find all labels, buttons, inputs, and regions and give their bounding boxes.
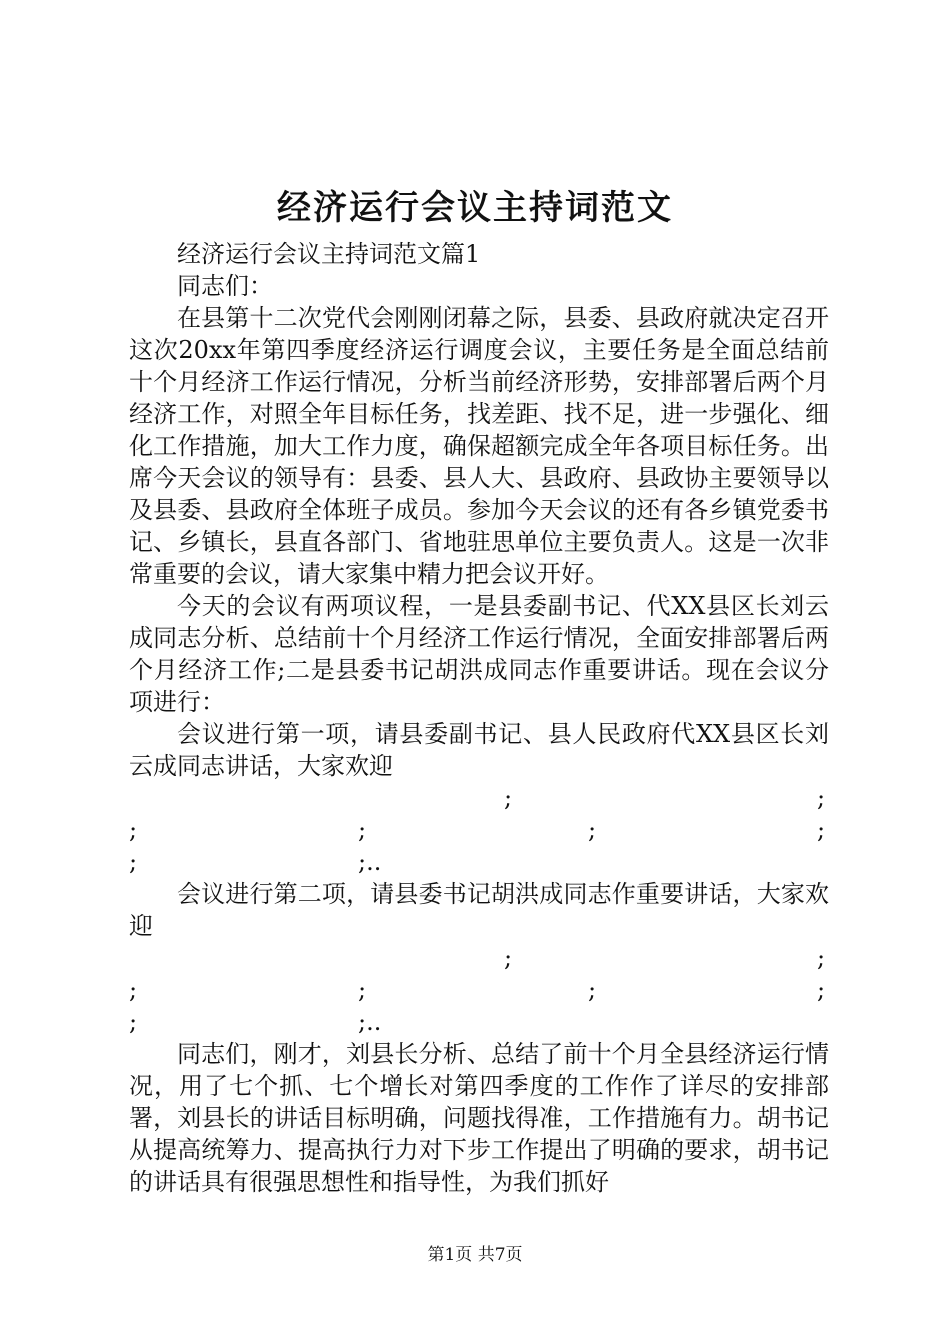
separator-mark: ;: [817, 944, 826, 972]
separator-end-mark: ;..: [358, 848, 382, 876]
separator-mark: ;: [817, 816, 826, 844]
separator-mark: ;: [129, 1008, 138, 1036]
separator-mark: ;: [129, 976, 138, 1004]
separator-mark: ;: [588, 976, 597, 1004]
greeting: 同志们：: [177, 272, 273, 300]
separator-mark: ;: [358, 976, 367, 1004]
separator-mark: ;: [588, 816, 597, 844]
separator-mark: ;: [358, 816, 367, 844]
section-heading: 经济运行会议主持词范文篇1: [177, 240, 481, 268]
separator-line: [129, 1006, 829, 1038]
separator-mark: ;: [504, 784, 513, 812]
page-footer: 第1页 共7页: [427, 1245, 523, 1265]
separator-line: [129, 814, 829, 846]
document-title: 经济运行会议主持词范文: [277, 188, 673, 228]
paragraph-agenda: 今天的会议有两项议程，一是县委副书记、代XX县区长刘云成同志分析、总结前十个月经济工作运行情况，全面安排部署后两个月经济工作;二是县委书记胡洪成同志作重要讲话。现在会议分项进行：: [129, 592, 829, 716]
separator-line: [129, 846, 829, 878]
separator-line: [129, 942, 829, 974]
paragraph-opening: 在县第十二次党代会刚刚闭幕之际，县委、县政府就决定召开这次20xx年第四季度经济运行调度会议，主要任务是全面总结前十个月经济工作运行情况，分析当前经济形势，安排部署后两个月经济工作，对照全年目标任务，找差距、找不足，进一步强化、细化工作措施，加大工作力度，确保超额完成全年各项目标任务。出席今天会议的领导有：县委、县人大、县政府、县政协主要领导以及县委、县政府全体班子成员。参加今天会议的还有各乡镇党委书记、乡镇长，县直各部门、省地驻思单位主要负责人。这是一次非常重要的会议，请大家集中精力把会议开好。: [129, 304, 829, 588]
separator-mark: ;: [504, 944, 513, 972]
separator-block-one: [129, 782, 829, 878]
document-body: [129, 238, 829, 1198]
separator-line: [129, 782, 829, 814]
separator-line: [129, 974, 829, 1006]
paragraph-closing: 同志们，刚才，刘县长分析、总结了前十个月全县经济运行情况，用了七个抓、七个增长对第四季度的工作作了详尽的安排部署，刘县长的讲话目标明确，问题找得准，工作措施有力。胡书记从提高统筹力、提高执行力对下步工作提出了明确的要求，胡书记的讲话具有很强思想性和指导性，为我们抓好: [129, 1040, 829, 1196]
paragraph-item-one: 会议进行第一项，请县委副书记、县人民政府代XX县区长刘云成同志讲话，大家欢迎: [129, 720, 829, 780]
separator-block-two: [129, 942, 829, 1038]
separator-end-mark: ;..: [358, 1008, 382, 1036]
paragraph-item-two: 会议进行第二项，请县委书记胡洪成同志作重要讲话，大家欢迎: [129, 880, 829, 940]
separator-mark: ;: [129, 816, 138, 844]
separator-mark: ;: [817, 784, 826, 812]
separator-mark: ;: [129, 848, 138, 876]
separator-mark: ;: [817, 976, 826, 1004]
